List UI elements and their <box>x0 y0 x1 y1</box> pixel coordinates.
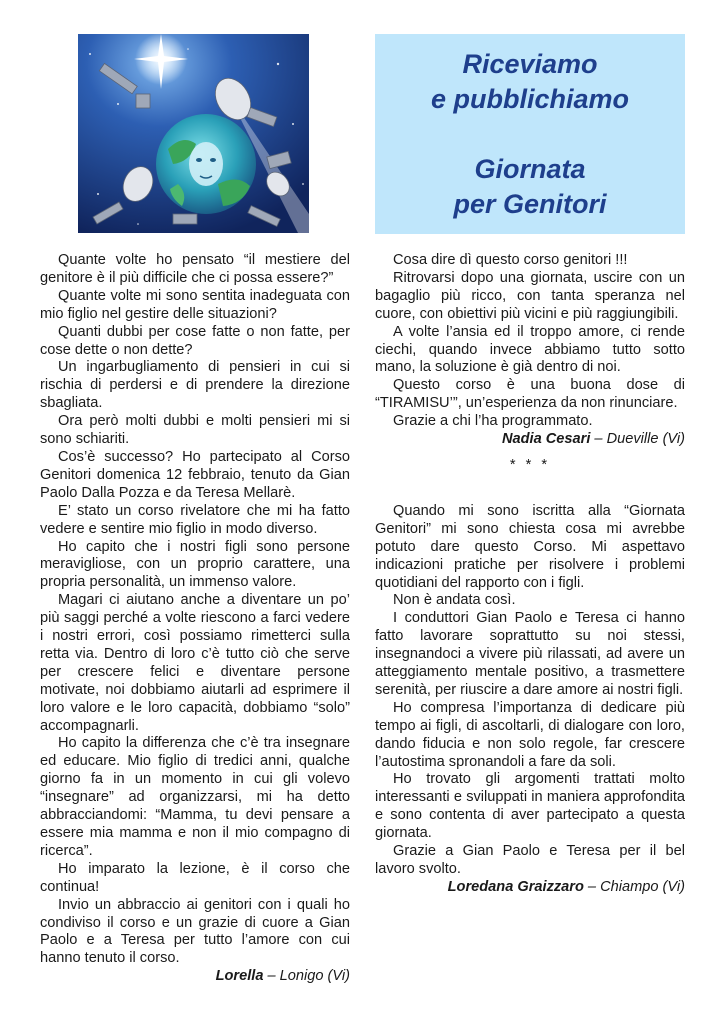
left-paragraph: Quante volte ho pensato “il mestiere del genitore è il più difficile che ci possa essere?” <box>40 252 350 286</box>
left-paragraph: Magari ci aiutano anche a diventare un po’ più saggi perché a volte riescono a farci vedere i nostri errori, così possiamo rimetterci sulla retta via. Dentro di loro c’è tutto ciò che serve per crescere felici e diventare persone motivate, noi dobbiamo aiutarli ad esprimere il loro valore e le loro capacità, dobbiamo “solo” accompagnarli. <box>40 592 350 734</box>
right-signature-b <box>375 879 685 897</box>
left-paragraph: Quante volte mi sono sentita inadeguata con mio figlio nel gestire delle situazioni? <box>40 287 350 322</box>
left-paragraph: Invio un abbraccio ai genitori con i quali ho condiviso il corso e un grazie di cuore a Gian Paolo e a Teresa per tutto l’amore con cui hanno tenuto il corso. <box>40 896 350 967</box>
left-paragraph: Quanti dubbi per cose fatte o non fatte, per cose dette o non dette? <box>40 323 350 358</box>
right-paragraph: I conduttori Gian Paolo e Teresa ci hanno fatto lavorare soprattutto su noi stessi, insegnandoci a vivere più rilassati, ad avere un atteggiamento mentale positivo, a trasmettere serenità, per riuscire a dare amore ai nostri figli. <box>375 610 685 698</box>
right-paragraph: Questo corso è una buona dose di “TIRAMISU’”, un’esperienza da non rinunciare. <box>375 377 685 412</box>
left-paragraph: Ho imparato la lezione, è il corso che continua! <box>40 860 350 895</box>
left-paragraph: Ho capito la differenza che c’è tra insegnare ed educare. Mio figlio di tredici anni, qualche giorno fa in un momento in cui gli volevo “insegnare” ad organizzarsi, mi ha detto abbracciandomi: “Mamma, tu devi pensare a essere mia mamma e non il mio compagno di ricerca”. <box>40 735 350 859</box>
right-paragraph: Non è andata così. <box>393 592 516 609</box>
right-paragraph: Cosa dire dì questo corso genitori !!! <box>393 252 628 268</box>
signature-name: Nadia Cesari <box>501 431 591 448</box>
right-paragraph: Ritrovarsi dopo una giornata, uscire con un bagaglio più ricco, con tanta speranza nel cuore, con obiettivi più vicini e più raggiungibili. <box>375 269 685 322</box>
title-line-4: per Genitori <box>453 188 607 219</box>
left-paragraph: E’ stato un corso rivelatore che mi ha fatto vedere e sentire mio figlio in modo diverso. <box>40 502 350 537</box>
left-column <box>40 252 350 986</box>
right-paragraph: Quando mi sono iscritta alla “Giornata Genitori” mi sono chiesta cosa mi avrebbe potuto dare questo Corso. Mi aspettavo indicazioni pratiche per risolvere i problemi quotidiani del rapporto con i figli. <box>375 502 685 591</box>
left-paragraph: Un ingarbugliamento di pensieri in cui si rischia di perdersi e di prendere la direzione sbagliata. <box>40 359 350 412</box>
signature-place: – Chiampo (Vi) <box>583 878 685 895</box>
title-box <box>375 34 685 234</box>
right-paragraph: Ho trovato gli argomenti trattati molto interessanti e sviluppati in maniera approfondita e sono contenta di aver partecipato a questa giornata. <box>375 771 685 842</box>
satellites-earth-face-icon <box>78 34 309 233</box>
section-separator: * * * <box>509 456 551 473</box>
right-paragraph: Ho compresa l’importanza di dedicare più tempo ai figli, di ascoltarli, di dialogare con loro, dando fiducia e non solo regole, far crescere l’autostima spronandoli a fare da soli. <box>375 699 685 770</box>
left-signature <box>40 968 350 986</box>
title-line-2: e pubblichiamo <box>430 83 630 114</box>
right-signature-a <box>375 431 685 449</box>
right-paragraph: A volte l’ansia ed il troppo amore, ci rende ciechi, quando invece abbiamo tutto sotto mano, la soluzione è già dentro di noi. <box>375 323 685 376</box>
left-paragraph: Ho capito che i nostri figli sono persone meravigliose, con un proprio carattere, una propria personalità, un immenso valore. <box>40 538 350 591</box>
right-paragraph: Grazie a chi l’ha programmato. <box>393 413 593 430</box>
title-line-1: Riceviamo <box>462 48 598 79</box>
left-paragraph: Ora però molti dubbi e molti pensieri mi si sono schiariti. <box>40 413 350 448</box>
right-paragraph: Grazie a Gian Paolo e Teresa per il bel lavoro svolto. <box>375 843 685 877</box>
left-paragraph: Cos’è successo? Ho partecipato al Corso Genitori domenica 12 febbraio, tenuto da Gian Paolo Dalla Pozza e da Teresa Mellarè. <box>40 448 350 501</box>
signature-place: – Lonigo (Vi) <box>263 968 350 985</box>
title-line-3: Giornata <box>474 153 586 184</box>
right-column <box>375 252 685 897</box>
satellites-earth-illustration <box>78 34 309 233</box>
signature-name: Lorella <box>215 968 264 985</box>
signature-place: – Dueville (Vi) <box>590 431 685 448</box>
signature-name: Loredana Graizzaro <box>447 878 584 895</box>
